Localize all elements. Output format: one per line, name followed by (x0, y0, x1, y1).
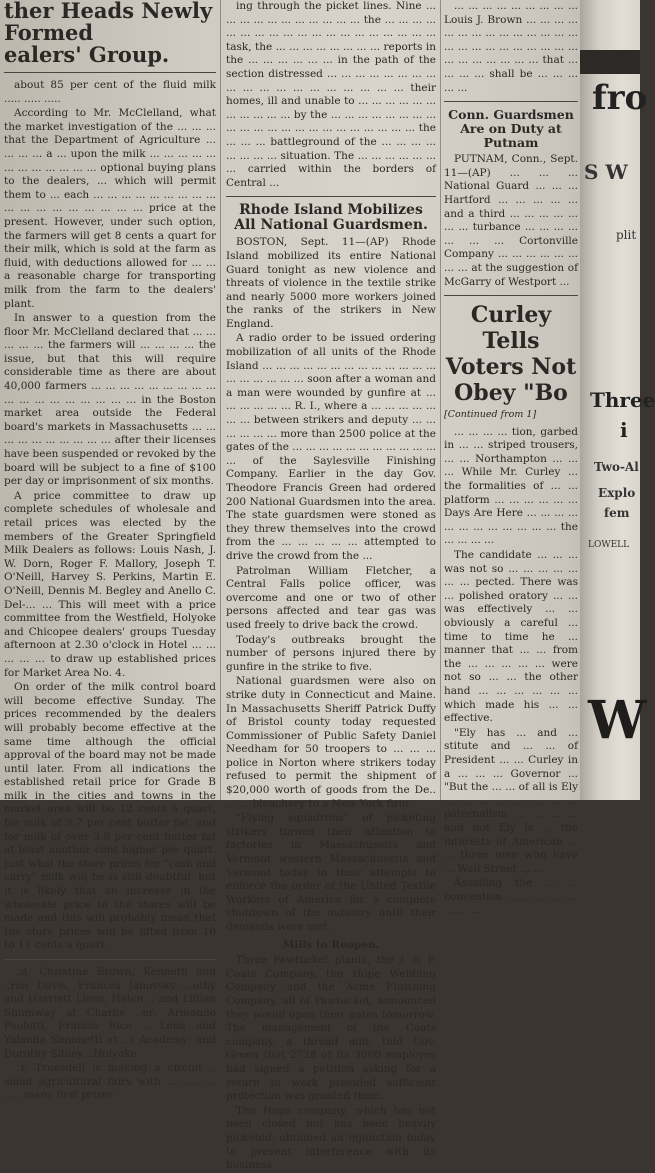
column-1-paragraph: According to Mr. McClelland, what the market investigation of the ... ... ... that the Department of Agriculture ... ... ... ... a ... upon the milk ... ... ... ... ... ... ... ... ... ... ... ... optional buying plans to the dealers, ... which will permit them to ... each ... ... ... ... ... ... ... ... ... ... ... ... ... ... ... ... ... ... price at the present. However, under such option, the farmers will get 8 cents a quart for their milk, which is sold at the farm as fluid, with deductions allowed for ... ... a reasonable charge for transporting milk from the farm to the dealers' plant. (4, 107, 216, 310)
adjacent-page-subhead: Two-Al (594, 460, 639, 474)
column-rule (440, 0, 441, 800)
column-1-headline: ther Heads Newly Formed (4, 0, 213, 45)
continued-note: [Continued from 1] (444, 409, 537, 421)
column-3 (444, 0, 578, 917)
column-3-paragraph: "Ely has ... and ... stitute and ... ... of President ... ... Curley in a ... ... ... Governor ... "But the ... ... of all is Ely ... ... ... ... ... ... ... ... paternalism ... ... ... ... and not Ely is ... the interests of American ... ... three men who have ... Wall Street ... ... (444, 726, 578, 875)
adjacent-page-subhead-2: Explo (598, 486, 636, 500)
column-3-paragraph: Assailing the ... ... convention ... ... ... ... ... ... ... ... (444, 877, 578, 917)
column-1-paragraph: ..d, Christine Brown, Kenneth and ..ron Davis, Frances Janovsky, ..othy and Harriett Liese, Helen .. and Lillian Shumway at Charlie ..er; Armondo Paoletti, Francis Rice .. Lena and Yalanda Simonetti at ..s Academy; and Dorothy Sibley ..Holyoke. (4, 966, 216, 1060)
adjacent-page-big-letter: W (588, 690, 647, 751)
column-2-paragraph: BOSTON, Sept. 11—(AP) Rhode Island mobilized its entire National Guard tonight as new violence and threats of violence in the textile strike and nearly 5000 more workers joined the ranks of the strikers in New England. (226, 236, 436, 330)
adjacent-page-letter: i (620, 418, 628, 442)
column-2-divider (226, 196, 436, 197)
column-2-paragraph: Today's outbreaks brought the number of persons injured there by gunfire in the strike to five. (226, 633, 436, 673)
adjacent-page-headline-three: Three (590, 388, 655, 412)
adjacent-page-headline: fro (592, 78, 648, 118)
rhode-island-headline: Rhode Island Mobilizes All National Guardsmen. (234, 202, 428, 234)
adjacent-page-dateline: LOWELL (588, 540, 630, 550)
adjacent-page-subhead-3: fem (604, 506, 630, 520)
column-1 (4, 0, 216, 1102)
column-1-divider (4, 959, 216, 960)
adjacent-page-edge (580, 0, 655, 800)
column-1-paragraph: In answer to a question from the floor Mr. McClelland declared that ... ... ... ... ... the farmers will ... ... ... ... the issue, but that this will require considerable time as there are about 40,000 farmers ... ... ... ... ... ... ... ... ... ... ... ... ... ... ... ... ... ... in the Boston market area outside the Federal board's markets in Massachusetts ... ... ... ... ... ... ... ... ... ... after their licenses have been suspended or revoked by the board will be subject to a fine of $100 per day or imprisonment of six months. (4, 312, 216, 488)
column-2-paragraph: Patrolman William Fletcher, a Central Falls police officer, was overcome and one or two of other persons affected and tear gas was used freely to drive back the crowd. (226, 564, 436, 631)
curley-headline: Curley Tells Voters Not Obey "Bo (445, 302, 577, 407)
column-1-headline-line2: ealers' Group. (4, 42, 170, 67)
putnam-headline: Conn. Guardsmen Are on Duty at Putnam (448, 107, 574, 151)
column-3-divider (444, 101, 578, 102)
column-2-paragraph: A radio order to be issued ordering mobilization of all units of the Rhode Island ... ... ... ... ... ... ... ... ... ... ... ... ... ... ... ... ... ... ... soon after a woman and a man were wounded by gunfire at ... ... ... ... ... ... R. I., where a ... ... ... ... ... ... ... between strikers and deputy ... ... ... ... ... ... more than 2500 police at the gates of the ... ... ... ... ... ... ... ... ... ... ... ... of the Saylesville Finishing Company. Earlier in the day Gov. Theodore Francis Green had ordered 200 National Guardsmen into the area. The state guardsmen were stoned as they threw themselves into the crowd from the ... ... ... ... ... attempted to drive the crowd from the ... (226, 332, 436, 562)
column-1-divider-top (4, 72, 216, 73)
column-1-paragraph: about 85 per cent of the fluid milk ..... ..... ..... (4, 79, 216, 105)
column-3-paragraph: ... ... ... ... tion, garbed in ... ... striped trousers, ... ... Northampton ... ... ... While Mr. Curley ... the formalities of ... ... platform ... ... ... ... ... ... Days Are Here ... ... ... ... ... ... ... ... ... ... ... ... the ... ... ... ... (444, 425, 578, 547)
column-3-paragraph: The candidate ... ... ... was not so ... ... ... ... ... ... ... pected. There was ... polished oratory ... ... was effectively ... ... obviously a careful ... time to time he ... manner that ... ... from the ... ... ... ... ... were not so ... ... the other hand ... ... ... ... ... ... which made his ... ... effective. (444, 549, 578, 725)
mills-reopen-subhead: Mills to Reopen. (282, 938, 380, 951)
column-2-paragraph: The Hope company, which has not been closed but has been heavily picketed, obtained an injunction today to prevent interference with its business (226, 1104, 436, 1172)
column-2-paragraph: National guardsmen were also on strike duty in Connecticut and Maine. In Massachusetts Sheriff Patrick Duffy of Bristol county today requested Commissioner of Public Safety Daniel Needham for 50 troopers to ... ... ... police in Norton where strikers today refused to permit the shipment of $20,000 worth of goods from the De.. ... ... bleachery to a New York firm. (226, 675, 436, 810)
column-1-paragraph: ..r. Truesdell is making a circuit .. small agricultural fairs with .... ..... .. ..... many first prizes (4, 1062, 216, 1102)
column-2 (226, 0, 436, 1172)
column-1-paragraph: A price committee to draw up complete schedules of wholesale and retail prices was elected by the members of the Greater Springfield Milk Dealers as follows: Louis Nash, J. W. Dorn, Roger F. Mallory, Joseph T. O'Neill, Harvey S. Perkins, Martin E. O'Neill, Dennis M. Begley and Anello C. Del-... ... This will meet with a price committee from the Westfield, Holyoke and Chicopee dealers' groups Tuesday afternoon at 2.30 o'clock in Hotel ... ... ... ... ... to draw up established prices for Market Area No. 4. (4, 489, 216, 679)
adjacent-page-band (580, 50, 640, 74)
adjacent-page-letters: S W (584, 160, 628, 184)
column-3-divider (444, 295, 578, 296)
column-rule (220, 0, 221, 800)
column-3-paragraph: ... ... ... ... ... ... ... ... ... Louis J. Brown ... ... ... ... ... ... ... ... ... ... ... ... ... ... ... ... ... ... ... ... ... ... ... ... ... ... ... ... ... ... ... that ... ... ... ... shall be ... ... ... ... ... (444, 0, 578, 94)
column-2-paragraph: ing through the picket lines. Nine ... ... ... ... ... ... ... ... ... ... ... the ... ... ... ... ... ... ... ... ... ... ... ... ... ... ... ... ... ... ... task, the ... ... ... ... ... ... ... ... reports in the ... ... ... ... ... ... in the path of the section distressed ... ... ... ... ... ... ... ... ... ... ... ... ... ... ... ... ... ... ... their homes, ill and unable to ... ... ... ... ... ... ... ... ... ... ... by the ... ... ... ... ... ... ... ... ... ... ... ... ... ... ... ... ... ... ... ... ... ... the ... ... ... battleground of the ... ... ... ... ... ... ... ... situation. The ... ... ... ... ... ... ... carried within the borders of Central ... (226, 0, 436, 189)
column-1-paragraph: On order of the milk control board will become effective Sunday. The prices recommended by the dealers will probably become effective at the same time although the official approval of the board may not be made until later. From all indications the established retail price for Grade B milk in the cities and towns in the market area will be 12 cents a quart, for milk of 3.7 per cent butter fat, and for milk of over 3.8 per cent butter fat at least another cent higher per quart. Just what the store prices for "cash and carry" milk will be is still doubtful, but it is likely that an increase in the wholesale price to the stores will be made and this will probably mean that the store prices will be lifted from 10 to 11 cents a quart. (4, 681, 216, 952)
column-3-paragraph: PUTNAM, Conn., Sept. 11—(AP) ... ... ... National Guard ... ... ... Hartford ... ... ... ... ... and a third ... ... ... ... ... ... ... turbance ... ... ... ... ... ... ... Cortonville Company ... ... ... ... ... ... ... ... at the suggestion of McGarry of Westport ... (444, 153, 578, 288)
adjacent-page-word: plit (616, 228, 637, 242)
column-2-paragraph: "Flying squadrons" of picketing strikers turned their attention to factories in Massachusetts and Vermont western Massachusetts and Vermont today in their attempts to enforce the order of the United Textile Workers of America for a complete shutdown of the industry until their demands were met. (226, 812, 436, 933)
column-2-paragraph: Three Pawtucket plants, the J. & P. Coats Company, the Hope Webbing Company and the Acme Finishing Company, all of Pawtucket, announced they would open their gates tomorrow. The management of the Coats company, a thread mill, told Gov. Green that 2728 of its 3000 employes had signed a petition asking for a return to work provided sufficient protection was granted them. (226, 954, 436, 1103)
